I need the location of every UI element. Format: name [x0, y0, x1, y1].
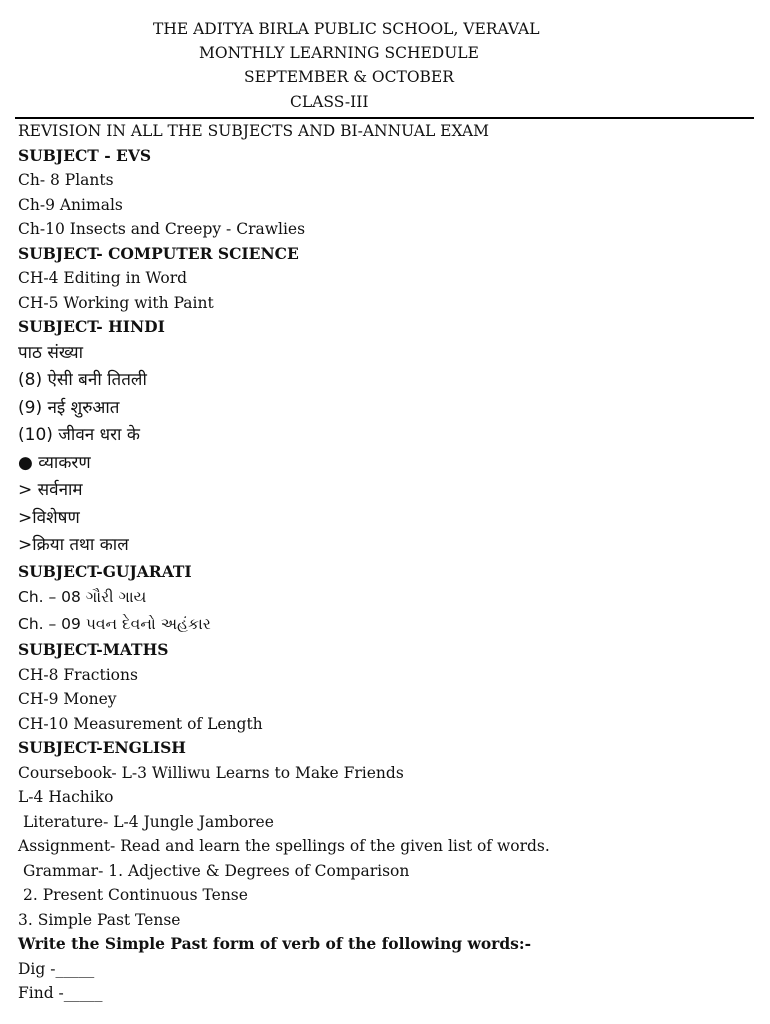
hindi-item: >क्रिया तथा काल — [18, 535, 129, 555]
english-item: L-4 Hachiko — [18, 788, 114, 806]
hindi-item: पाठ संख्या — [18, 342, 84, 363]
english-item: 2. Present Continuous Tense — [23, 886, 248, 904]
english-item: Assignment- Read and learn the spellings of the given list of words. — [18, 837, 550, 855]
computer-item: CH-4 Editing in Word — [18, 269, 188, 287]
evs-heading: SUBJECT - EVS — [18, 145, 152, 165]
revision-note: REVISION IN ALL THE SUBJECTS AND BI-ANNUAL EXAM — [18, 122, 490, 140]
english-item: 3. Simple Past Tense — [18, 910, 181, 929]
schedule-title: MONTHLY LEARNING SCHEDULE — [199, 44, 479, 62]
english-item: Literature- L-4 Jungle Jamboree — [23, 812, 274, 831]
hindi-item: > सर्वनाम — [18, 480, 83, 500]
english-heading: SUBJECT-ENGLISH — [18, 738, 186, 757]
computer-item: CH-5 Working with Paint — [18, 293, 214, 312]
hindi-heading: SUBJECT- HINDI — [18, 317, 165, 336]
schedule-content — [18, 119, 758, 1006]
maths-heading: SUBJECT-MATHS — [18, 640, 169, 659]
hindi-item: (10) जीवन धरा के — [18, 425, 140, 445]
schedule-months: SEPTEMBER & OCTOBER — [244, 68, 454, 86]
hindi-item: >विशेषण — [18, 507, 80, 528]
maths-item: CH-9 Money — [18, 690, 117, 708]
maths-item: CH-10 Measurement of Length — [18, 714, 263, 733]
evs-item: Ch-10 Insects and Creepy - Crawlies — [18, 220, 306, 238]
english-item: Grammar- 1. Adjective & Degrees of Comparison — [23, 861, 410, 880]
maths-item: CH-8 Fractions — [18, 665, 138, 684]
gujarati-item: Ch. – 09 પવન દેવનો અહંકાર — [18, 615, 211, 633]
computer-heading: SUBJECT- COMPUTER SCIENCE — [18, 243, 299, 263]
exercise-item: Dig -_____ — [18, 959, 95, 978]
exercise-item: Find -_____ — [18, 984, 103, 1002]
gujarati-item: Ch. – 08 ગૌરી ગાય — [18, 588, 147, 606]
exercise-heading: Write the Simple Past form of verb of the following words:- — [18, 934, 532, 953]
gujarati-heading: SUBJECT-GUJARATI — [18, 561, 192, 581]
hindi-item: (8) ऐसी बनी तितली — [18, 370, 147, 390]
hindi-item: (9) नई शुरुआत — [18, 397, 120, 418]
evs-item: Ch-9 Animals — [18, 195, 123, 214]
school-name: THE ADITYA BIRLA PUBLIC SCHOOL, VERAVAL — [153, 20, 540, 38]
english-item: Coursebook- L-3 Williwu Learns to Make Friends — [18, 763, 404, 782]
hindi-item: ● व्याकरण — [18, 452, 91, 473]
class-label: CLASS-III — [290, 93, 369, 111]
evs-item: Ch- 8 Plants — [18, 171, 114, 189]
